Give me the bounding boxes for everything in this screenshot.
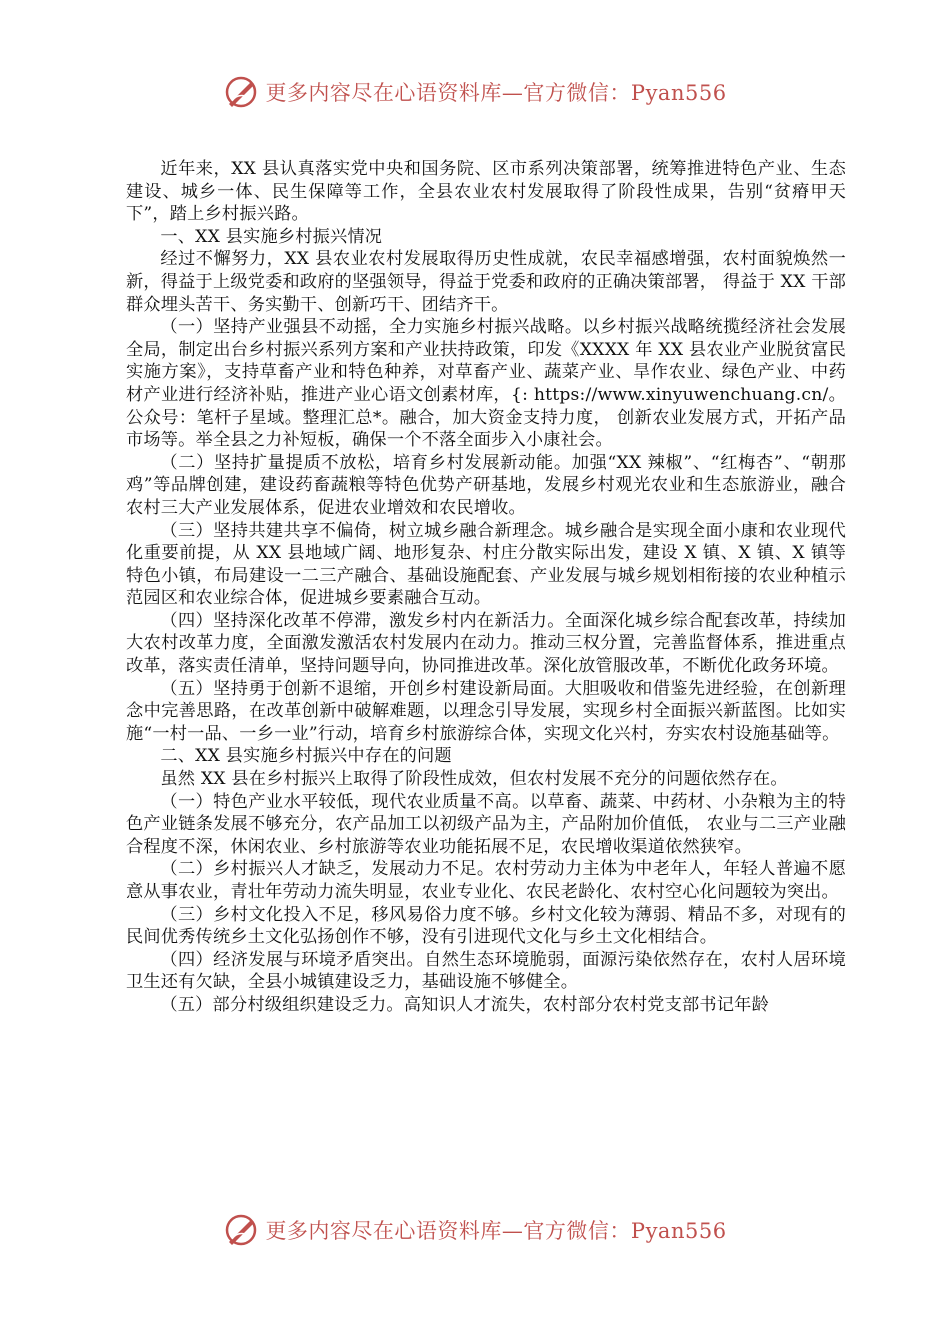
paragraph: （四）坚持深化改革不停滞，激发乡村内在新活力。全面深化城乡综合配套改革，持续加大农村改革力度，全面激发激活农村发展内在动力。推动三权分置，完善监督体系，推进重点改革，落实责任清单，坚持问题导向，协同推进改革。深化放管服改革，不断优化政务环境。 bbox=[126, 610, 846, 677]
pen-logo-icon bbox=[223, 74, 259, 110]
paragraph: （四）经济发展与环境矛盾突出。自然生态环境脆弱，面源污染依然存在，农村人居环境卫生还有欠缺，全县小城镇建设乏力，基础设施不够健全。 bbox=[126, 949, 846, 993]
watermark-text: 更多内容尽在心语资料库—官方微信：Pyan556 bbox=[265, 81, 727, 105]
paragraph: （三）乡村文化投入不足，移风易俗力度不够。乡村文化较为薄弱、精品不多，对现有的民间优秀传统乡土文化弘扬创作不够，没有引进现代文化与乡土文化相结合。 bbox=[126, 904, 846, 948]
paragraph: 虽然 XX 县在乡村振兴上取得了阶段性成效，但农村发展不充分的问题依然存在。 bbox=[160, 769, 788, 790]
paragraph: （五）坚持勇于创新不退缩，开创乡村建设新局面。大胆吸收和借鉴先进经验，在创新理念中完善思路，在改革创新中破解难题，以理念引导发展，实现乡村全面振兴新蓝图。比如实施“一村一品、一乡一业”行动，培育乡村旅游综合体，实现文化兴村，夯实农村设施基础等。 bbox=[126, 678, 846, 744]
paragraph: 经过不懈努力，XX 县农业农村发展取得历史性成就，农民幸福感增强，农村面貌焕然一新，得益于上级党委和政府的坚强领导，得益于党委和政府的正确决策部署， 得益于 XX 干部群众埋头苦干、务实勤干、创新巧干、团结齐干。 bbox=[126, 249, 846, 315]
header-watermark bbox=[0, 70, 950, 114]
paragraph: （一）特色产业水平较低，现代农业质量不高。以草畜、蔬菜、中药材、小杂粮为主的特色产业链条发展不够充分，农产品加工以初级产品为主，产品附加价值低， 农业与二三产业融合程度不深，休闲农业、乡村旅游等农业功能拓展不足，农民增收渠道依然狭窄。 bbox=[126, 791, 846, 857]
section-heading: 二、XX 县实施乡村振兴中存在的问题 bbox=[160, 746, 452, 767]
footer-watermark bbox=[0, 1208, 950, 1252]
watermark-text: 更多内容尽在心语资料库—官方微信：Pyan556 bbox=[265, 1219, 727, 1243]
section-heading: 一、XX 县实施乡村振兴情况 bbox=[160, 226, 383, 247]
paragraph: 近年来，XX 县认真落实党中央和国务院、区市系列决策部署，统筹推进特色产业、生态建设、城乡一体、民生保障等工作，全县农业农村发展取得了阶段性成果，告别“贫瘠甲天下”，踏上乡村振兴路。 bbox=[126, 159, 846, 225]
pen-logo-icon bbox=[223, 1212, 259, 1248]
paragraph: （三）坚持共建共享不偏倚，树立城乡融合新理念。城乡融合是实现全面小康和农业现代化重要前提，从 XX 县地域广阔、地形复杂、村庄分散实际出发，建设 X 镇、X 镇、X 镇等特色小镇，布局建设一二三产融合、基础设施配套、产业发展与城乡规划相衔接的农业种植示范园区和农业综合体，促进城乡要素融合互动。 bbox=[126, 520, 846, 609]
paragraph: （二）乡村振兴人才缺乏，发展动力不足。农村劳动力主体为中老年人，年轻人普遍不愿意从事农业，青壮年劳动力流失明显，农业专业化、农民老龄化、农村空心化问题较为突出。 bbox=[126, 859, 846, 902]
paragraph: （二）坚持扩量提质不放松，培育乡村发展新动能。加强“XX 辣椒”、“红梅杏”、“朝那鸡”等品牌创建，建设药畜蔬粮等特色优势产研基地，发展乡村观光农业和生态旅游业，融合农村三大产业发展体系，促进农业增效和农民增收。 bbox=[126, 452, 846, 518]
paragraph: （五）部分村级组织建设乏力。高知识人才流失，农村部分农村党支部书记年龄 bbox=[160, 994, 769, 1015]
paragraph: （一）坚持产业强县不动摇，全力实施乡村振兴战略。以乡村振兴战略统揽经济社会发展全局，制定出台乡村振兴系列方案和产业扶持政策，印发《XXXX 年 XX 县农业产业脱贫富民实施方案》，支持草畜产业和特色种养，对草畜产业、蔬菜产业、旱作农业、绿色产业、中药材产业进行经济补贴，推进产业心语文创素材库，{: https://www.xinyuwenchuang.cn/。公众号：笔杆子星域。整理汇总*。融合，加大资金支持力度， 创新农业发展方式，开拓产品市场等。举全县之力补短板，确保一个不落全面步入小康社会。 bbox=[126, 317, 846, 451]
document-body bbox=[126, 158, 846, 1017]
